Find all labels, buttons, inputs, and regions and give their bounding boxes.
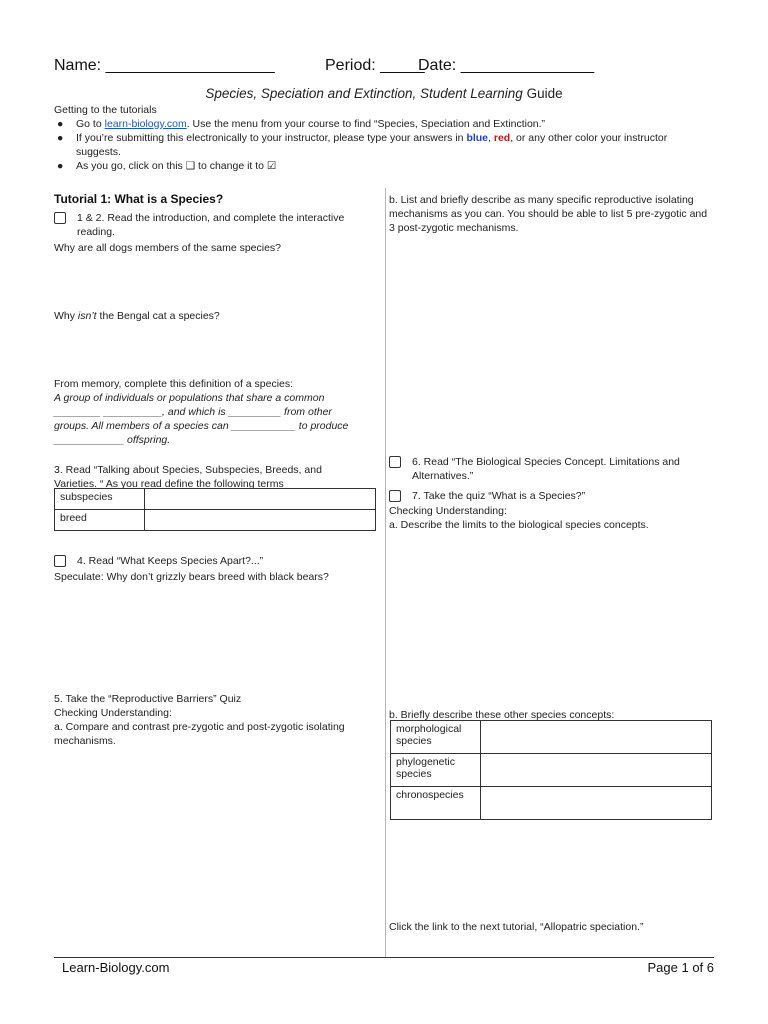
def-text: , and which is <box>162 406 229 418</box>
task-item-4 <box>54 554 376 568</box>
answer-cell[interactable] <box>145 489 376 510</box>
concept-cell: chronospecies <box>391 787 481 820</box>
answer-cell[interactable] <box>481 754 712 787</box>
b2-post: , or any other color your instructor suggests. <box>76 132 668 158</box>
table-row <box>391 754 712 787</box>
check-heading-left: Checking Understanding: <box>54 707 172 719</box>
blank-4[interactable]: ____________ <box>54 434 125 446</box>
checkbox[interactable] <box>54 555 66 567</box>
period-field[interactable]: Period: _____ <box>325 57 425 74</box>
task-item-3: 3. Read “Talking about Species, Subspecies, Breeds, and Varieties. “ As you read define the following terms <box>54 464 322 490</box>
page-title <box>0 86 768 101</box>
bullet-icon: ● <box>57 132 64 144</box>
footer-page-number: Page 1 of 6 <box>647 960 714 975</box>
blank-3[interactable]: ___________ <box>231 420 296 432</box>
blue-word: blue <box>466 132 489 144</box>
def-text: from other <box>281 406 332 418</box>
task-item-7 <box>389 489 715 503</box>
task-item-4-text: 4. Read “What Keeps Species Apart?...” <box>77 555 264 567</box>
question-dogs: Why are all dogs members of the same species? <box>54 242 282 254</box>
answer-cell[interactable] <box>481 787 712 820</box>
answer-cell[interactable] <box>481 721 712 754</box>
intro-bullet-1 <box>54 117 714 131</box>
footer-divider <box>54 957 714 958</box>
task-item-5: 5. Take the “Reproductive Barriers” Quiz <box>54 693 242 705</box>
concept-cell: morphological species <box>391 721 481 754</box>
question-other-concepts: b. Briefly describe these other species concepts: <box>389 709 615 721</box>
checkbox[interactable] <box>389 456 401 468</box>
definition-intro: From memory, complete this definition of a species: <box>54 378 294 390</box>
task-item-6-text: 6. Read “The Biological Species Concept. Limitations and Alternatives.” <box>412 456 680 482</box>
b1-pre: Go to <box>76 118 105 130</box>
question-bengal <box>54 309 376 323</box>
concepts-table <box>390 720 712 820</box>
table-row <box>391 787 712 820</box>
check-heading-right: Checking Understanding: <box>389 505 507 517</box>
checkbox[interactable] <box>389 490 401 502</box>
definition-line-2 <box>54 405 376 419</box>
task-item-7-text: 7. Take the quiz “What is a Species?” <box>412 490 586 502</box>
definition-line-4 <box>54 433 376 447</box>
blank-2[interactable]: _________ <box>228 406 282 418</box>
q-bengal-pre: Why <box>54 310 78 322</box>
question-bears: Speculate: Why don’t grizzly bears breed with black bears? <box>54 571 329 583</box>
q-bengal-post: the Bengal cat a species? <box>96 310 220 322</box>
task-item-1-text: 1 & 2. Read the introduction, and complete the interactive reading. <box>77 212 345 238</box>
def-text: to produce <box>295 420 349 432</box>
intro-bullet-3 <box>54 159 714 173</box>
question-list-mechanisms: b. List and briefly describe as many specific reproductive isolating mechanisms as you can. You should be able to list 5 pre-zygotic and 3 post-zygotic mechanisms. <box>389 194 708 234</box>
def-text: groups. All members of a species can <box>54 420 232 432</box>
bullet-icon: ● <box>57 160 64 172</box>
footer-site: Learn-Biology.com <box>62 960 170 975</box>
intro-bullet-2 <box>54 131 714 159</box>
b1-post: . Use the menu from your course to find “Species, Speciation and Extinction.” <box>186 118 546 130</box>
title-plain: Guide <box>526 86 563 101</box>
blank-1[interactable]: ________ __________ <box>54 406 163 418</box>
q-bengal-em: isn’t <box>77 310 97 322</box>
b3-text: As you go, click on this ❑ to change it to ☑ <box>76 160 277 172</box>
question-limits: a. Describe the limits to the biological species concepts. <box>389 519 649 531</box>
task-item-1 <box>54 211 376 239</box>
table-row <box>55 510 376 531</box>
definition-line-3 <box>54 419 376 433</box>
definition-block <box>54 377 376 447</box>
date-field[interactable]: Date: _______________ <box>418 57 595 74</box>
red-word: red <box>493 132 511 144</box>
terms-table <box>54 488 376 531</box>
term-cell: breed <box>55 510 145 531</box>
b2-sep: , <box>488 132 494 144</box>
def-text: offspring. <box>124 434 171 446</box>
table-row <box>55 489 376 510</box>
answer-cell[interactable] <box>145 510 376 531</box>
title-italic: Species, Speciation and Extinction, Student Learning <box>205 86 523 101</box>
intro-heading: Getting to the tutorials <box>54 104 157 116</box>
bullet-icon: ● <box>57 118 64 130</box>
name-field[interactable]: Name: ___________________ <box>54 57 275 74</box>
concept-cell: phylogenetic species <box>391 754 481 787</box>
table-row <box>391 721 712 754</box>
next-tutorial-link[interactable]: Click the link to the next tutorial, “Allopatric speciation.” <box>389 921 644 933</box>
learn-biology-link[interactable]: learn-biology.com <box>104 118 187 130</box>
question-compare: a. Compare and contrast pre-zygotic and post-zygotic isolating mechanisms. <box>54 721 345 747</box>
term-cell: subspecies <box>55 489 145 510</box>
checkbox[interactable] <box>54 212 66 224</box>
task-item-6 <box>389 455 715 483</box>
definition-line-1: A group of individuals or populations that share a common <box>54 392 325 404</box>
intro-section <box>54 103 714 173</box>
b2-pre: If you’re submitting this electronically to your instructor, please type your answers in <box>76 132 467 144</box>
tutorial-heading: Tutorial 1: What is a Species? <box>54 192 224 206</box>
column-divider <box>385 188 386 958</box>
